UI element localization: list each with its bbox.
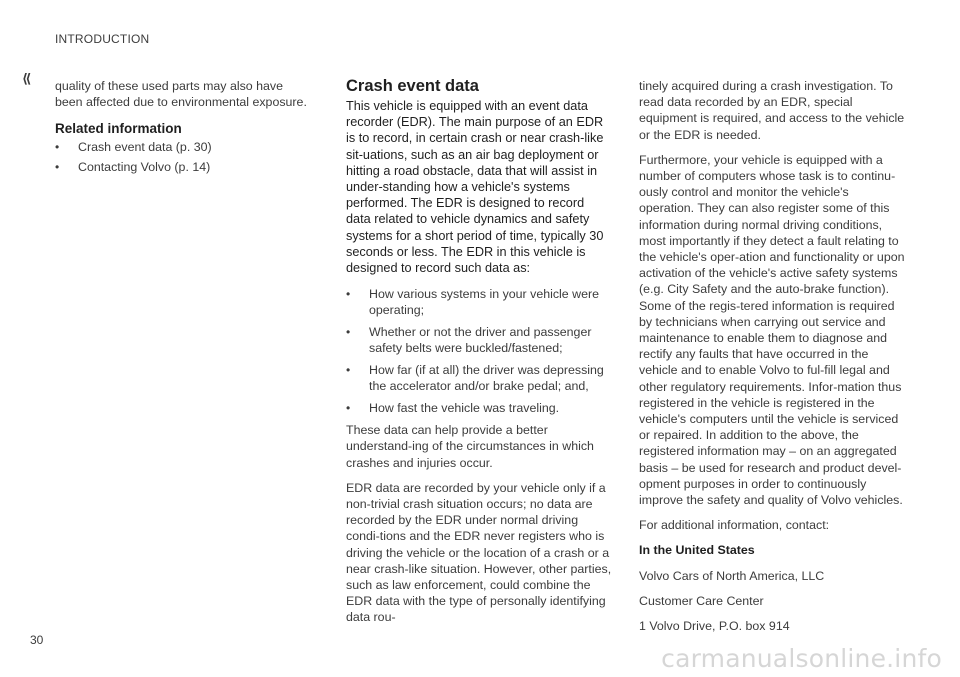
section-header: INTRODUCTION [55, 32, 150, 46]
related-link-crash-event-data[interactable] [55, 139, 310, 155]
continuation-icon: ⟪ [22, 71, 30, 86]
list-item-text: Whether or not the driver and passenger safety belts were buckled/fastened; [369, 325, 592, 356]
united-states-heading: In the United States [639, 543, 755, 558]
edr-lead-paragraph: This vehicle is equipped with an event data recorder (EDR). The main purpose of an EDR is to record, in certain crash or near crash-like sit-uations, such as an air bag deployment or hitting a road obstacle, data that will assist in under-standing how a vehicle's systems performed. The EDR is designed to record data related to vehicle dynamics and safety systems for a short period of time, typically 30 seconds or less. The EDR in this vehicle is designed to record such data as: [346, 99, 604, 276]
intro-text: quality of these used parts may also have been affected due to environmental exposure. [55, 79, 307, 110]
edr-paragraph-access: tinely acquired during a crash investigation. To read data recorded by an EDR, special equipment is required, and access to the vehicle or the EDR is needed. [639, 79, 905, 142]
bullet-icon: • [55, 140, 60, 155]
column-middle [346, 76, 612, 626]
column-right [639, 78, 907, 634]
bullet-icon: • [346, 363, 351, 378]
list-item-text: How various systems in your vehicle were operating; [369, 287, 599, 318]
address-company: Volvo Cars of North America, LLC [639, 568, 825, 583]
related-links-list [55, 139, 310, 175]
edr-paragraph-recording: EDR data are recorded by your vehicle only if a non-trivial crash situation occurs; no data are recorded by the EDR under normal driving condi-tions and the EDR never registers who is driving the vehicle or the location of a crash or a near crash-like situation. However, other parties, such as law enforcement, could combine the EDR data with the type of personally identifying data rou- [346, 480, 612, 625]
column-left [55, 78, 310, 179]
contact-intro: For additional information, contact: [639, 518, 830, 533]
watermark-text: carmanualsonline.info [661, 644, 942, 673]
related-link-label: Contacting Volvo (p. 14) [78, 160, 211, 175]
bullet-icon: • [55, 160, 60, 175]
edr-paragraph-understanding: These data can help provide a better understand-ing of the circumstances in which crashes and injuries occur. [346, 423, 594, 470]
computers-paragraph: Furthermore, your vehicle is equipped with a number of computers whose task is to continu-ously control and monitor the vehicle's operation. They can also register some of this information during normal driving conditions, most importantly if they detect a fault relating to the vehicle's oper-ation and functionality or upon activation of the vehicle's active safety systems (e.g. City Safety and the auto-brake function). Some of the regis-tered information is required by technicians when carrying out service and maintenance to enable them to diagnose and rectify any faults that have occurred in the vehicle and to enable Volvo to ful-fill legal and other regulatory requirements. Infor-mation thus registered in the vehicle is registered in the vehicle's computers until the vehicle is serviced or repaired. In addition to the above, the registered information may – on an aggregated basis – be used for research and product devel-opment purposes in order to continuously improve the safety and quality of Volvo vehicles. [639, 152, 905, 508]
page-number: 30 [30, 633, 44, 647]
bullet-icon: • [346, 325, 351, 340]
list-item [346, 400, 612, 416]
list-item-text: How fast the vehicle was traveling. [369, 401, 560, 416]
bullet-icon: • [346, 401, 351, 416]
bullet-icon: • [346, 287, 351, 302]
related-link-label: Crash event data (p. 30) [78, 140, 212, 155]
related-information-heading: Related information [55, 121, 182, 137]
address-street: 1 Volvo Drive, P.O. box 914 [639, 619, 790, 634]
address-department: Customer Care Center [639, 593, 764, 608]
list-item [346, 362, 612, 394]
related-link-contacting-volvo[interactable] [55, 159, 310, 175]
list-item [346, 286, 612, 318]
list-item-text: How far (if at all) the driver was depressing the accelerator and/or brake pedal; and, [369, 363, 604, 394]
edr-data-list [346, 286, 612, 416]
crash-event-data-heading: Crash event data [346, 77, 479, 95]
list-item [346, 324, 612, 356]
